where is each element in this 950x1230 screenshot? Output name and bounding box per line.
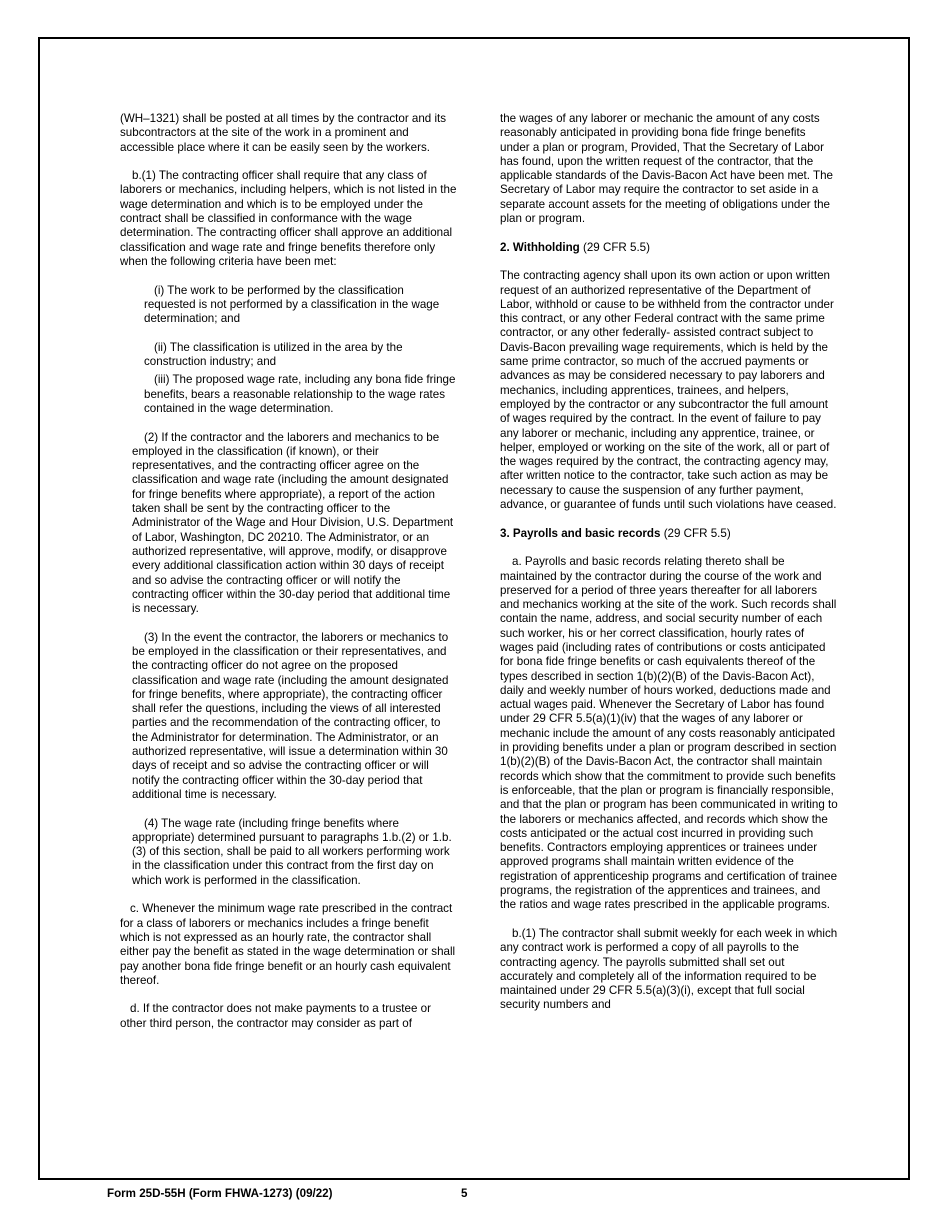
page-number: 5 [461, 1187, 468, 1200]
paragraph-c: c. Whenever the minimum wage rate prescribed in the contract for a class of laborers or mechanics includes a fringe benefit which is not expressed as an hourly rate, the contractor shall either pay the benefit as stated in the wage determination or shall pay another bona fide fringe benefit or an hourly cash equivalent thereof. [120, 902, 456, 987]
withholding-citation: (29 CFR 5.5) [579, 240, 650, 254]
payrolls-title: 3. Payrolls and basic records [500, 526, 661, 540]
paragraph-b1: b.(1) The contracting officer shall require that any class of laborers or mechanics, including helpers, which is not listed in the wage determination and which is to be employed under the contract shall be classified in conformance with the wage determination. The contracting officer shall approve an additional classification and wage rate and fringe benefits therefore only when the following criteria have been met: [120, 169, 457, 268]
form-identifier: Form 25D-55H (Form FHWA-1273) (09/22) [107, 1187, 333, 1200]
left-column [120, 112, 458, 1045]
withholding-title: 2. Withholding [500, 240, 580, 254]
section-payrolls-heading [500, 527, 838, 541]
payrolls-citation: (29 CFR 5.5) [660, 526, 731, 540]
paragraph-b4: (4) The wage rate (including fringe benefits where appropriate) determined pursuant to paragraphs 1.b.(2) or 1.b.(3) of this section, shall be paid to all workers performing work in the classification under this contract from the first day on which work is performed in the classification. [132, 816, 452, 887]
paragraph-criterion-ii: (ii) The classification is utilized in the area by the construction industry; and [144, 340, 403, 369]
paragraph-d: d. If the contractor does not make payments to a trustee or other third person, the contractor may consider as part of [120, 1002, 431, 1030]
right-column [500, 112, 838, 1027]
paragraph-payrolls-b1: b.(1) The contractor shall submit weekly for each week in which any contract work is performed a copy of all payrolls to the contracting agency. The payrolls submitted shall set out accurately and completely all of the information required to be maintained under 29 CFR 5.5(a)(3)(i), except that full social security numbers and [500, 926, 838, 1012]
paragraph-posting: (WH–1321) shall be posted at all times by the contractor and its subcontractors at the site of the work in a prominent and accessible place where it can be easily seen by the workers. [120, 112, 447, 154]
paragraph-withholding: The contracting agency shall upon its own action or upon written request of an authorized representative of the Department of Labor, withhold or cause to be withheld from the contractor under this contract, or any other Federal contract with the same prime contractor, or any other federally- assisted contract subject to Davis-Bacon prevailing wage requirements, which is held by the same prime contractor, so much of the accrued payments or advances as may be considered necessary to pay laborers and mechanics, including apprentices, trainees, and helpers, employed by the contractor or any subcontractor the full amount of wages required by the contract. In the event of failure to pay any laborer or mechanic, including any apprentice, trainee, or helper, employed or working on the site of the work, all or part of the wages required by the contract, the contracting agency may, after written notice to the contractor, take such action as may be necessary to cause the suspension of any further payment, advance, or guarantee of funds until such violations have ceased. [500, 269, 837, 512]
paragraph-b2: (2) If the contractor and the laborers and mechanics to be employed in the classification (if known), or their representatives, and the contracting officer agree on the classification and wage rate (including the amount designated for fringe benefits where appropriate), a report of the action taken shall be sent by the contracting officer to the Administrator of the Wage and Hour Division, U.S. Department of Labor, Washington, DC 20210. The Administrator, or an authorized representative, will approve, modify, or disapprove every additional classification action within 30 days of receipt and so advise the contracting officer or will notify the contracting officer within the 30-day period that additional time is necessary. [132, 430, 454, 616]
section-withholding-heading [500, 241, 838, 255]
paragraph-d-continued: the wages of any laborer or mechanic the amount of any costs reasonably anticipated in providing bona fide fringe benefits under a plan or program, Provided, That the Secretary of Labor has found, upon the written request of the contractor, that the applicable standards of the Davis-Bacon Act have been met. The Secretary of Labor may require the contractor to set aside in a separate account assets for the meeting of obligations under the plan or program. [500, 112, 833, 226]
paragraph-criterion-i: (i) The work to be performed by the classification requested is not performed by a classification in the wage determination; and [144, 283, 440, 326]
paragraph-payrolls-a: a. Payrolls and basic records relating thereto shall be maintained by the contractor during the course of the work and preserved for a period of three years thereafter for all laborers and mechanics working at the site of the work. Such records shall contain the name, address, and social security number of each such worker, his or her correct classification, hourly rates of wages paid (including rates of contributions or costs anticipated for bona fide fringe benefits or cash equivalents thereof of the types described in section 1(b)(2)(B) of the Davis-Bacon Act), daily and weekly number of hours worked, deductions made and actual wages paid. Whenever the Secretary of Labor has found under 29 CFR 5.5(a)(1)(iv) that the wages of any laborer or mechanic include the amount of any costs reasonably anticipated in providing benefits under a plan or program described in section 1(b)(2)(B) of the Davis-Bacon Act, the contractor shall maintain records which show that the commitment to provide such benefits is enforceable, that the plan or program is financially responsible, and that the plan or program has been communicated in writing to the laborers or mechanics affected, and records which show the costs anticipated or the actual cost incurred in providing such benefits. Contractors employing apprentices or trainees under approved programs shall maintain written evidence of the registration of apprenticeship programs and certification of trainee programs, the registration of the apprentices and trainees, and the ratios and wage rates prescribed in the applicable programs. [500, 555, 838, 912]
paragraph-criterion-iii: (iii) The proposed wage rate, including any bona fide fringe benefits, bears a reasonable relationship to the wage rates contained in the wage determination. [144, 373, 456, 415]
paragraph-b3: (3) In the event the contractor, the laborers or mechanics to be employed in the classification or their representatives, and the contracting officer do not agree on the proposed classification and wage rate (including the amount designated for fringe benefits, where appropriate), the contracting officer shall refer the questions, including the views of all interested parties and the recommendation of the contracting officer, to the Administrator for determination. The Administrator, or an authorized representative, will issue a determination within 30 days of receipt and so advise the contracting officer or will notify the contracting officer within the 30-day period that additional time is necessary. [132, 630, 449, 801]
